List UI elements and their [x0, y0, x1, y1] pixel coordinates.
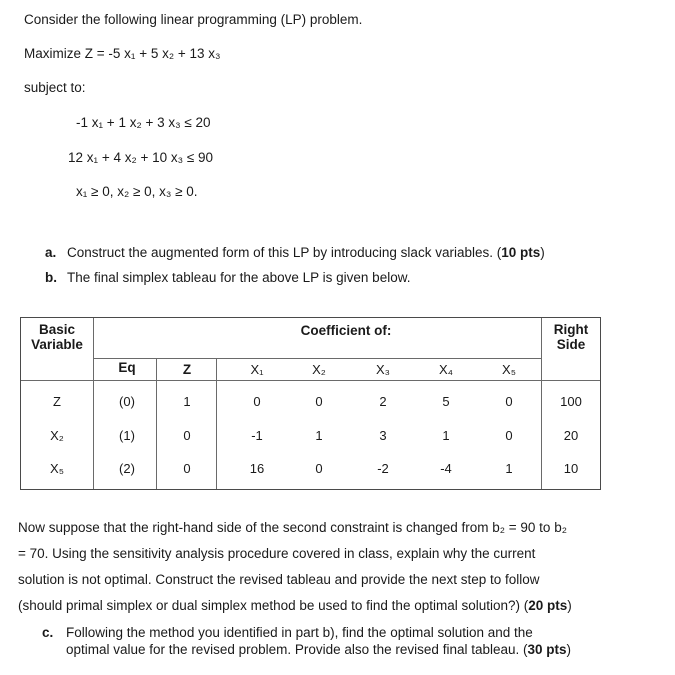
row-0-x5: 0 [505, 394, 513, 409]
question-c-close: ) [566, 642, 572, 657]
row-2-basic: X₅ [50, 461, 64, 476]
row-0-basic: Z [53, 394, 61, 409]
constraint-2: 12 x₁ + 4 x₂ + 10 x₃ ≤ 90 [68, 150, 214, 165]
row-0-x1: 0 [253, 394, 261, 409]
question-b-text: The final simplex tableau for the above LP is given below. [67, 270, 411, 285]
question-a-points: 10 pts [501, 245, 541, 260]
row-1-x2: 1 [315, 428, 323, 443]
paragraph-close: ) [567, 598, 572, 613]
table-divider [93, 358, 541, 359]
paragraph-line-4 [18, 598, 572, 613]
col-header-x3: X₃ [376, 362, 390, 377]
row-0-rhs: 100 [560, 394, 582, 409]
question-c-points: 30 pts [527, 642, 567, 657]
question-b [45, 270, 410, 285]
row-0-eq: (0) [119, 394, 135, 409]
simplex-tableau [20, 317, 601, 490]
objective-function: Maximize Z = -5 x₁ + 5 x₂ + 13 x₃ [24, 46, 221, 61]
row-1-eq: (1) [119, 428, 135, 443]
row-1-x4: 1 [442, 428, 450, 443]
table-divider [93, 318, 94, 489]
constraint-1: -1 x₁ + 1 x₂ + 3 x₃ ≤ 20 [76, 115, 211, 130]
col-header-z: Z [182, 362, 192, 377]
row-1-rhs: 20 [563, 428, 579, 443]
row-2-x3: -2 [377, 461, 389, 476]
row-2-x4: -4 [440, 461, 452, 476]
paragraph-line-2: = 70. Using the sensitivity analysis procedure covered in class, explain why the current [18, 546, 536, 561]
row-0-x3: 2 [379, 394, 387, 409]
paragraph-line-4-text: (should primal simplex or dual simplex method be used to find the optimal solution?) ( [18, 598, 529, 613]
question-a-text: Construct the augmented form of this LP by introducing slack variables. ( [67, 245, 502, 260]
row-1-z: 0 [183, 428, 191, 443]
col-header-x5: X₅ [502, 362, 516, 377]
question-c-line2: optimal value for the revised problem. Provide also the revised final tableau. ( [66, 642, 528, 657]
right-side-header: Right Side [553, 322, 589, 352]
row-2-z: 0 [183, 461, 191, 476]
nonnegativity-constraint: x₁ ≥ 0, x₂ ≥ 0, x₃ ≥ 0. [76, 184, 198, 199]
question-c-line-2 [66, 642, 571, 657]
question-c-label: c. [42, 625, 54, 640]
row-0-x2: 0 [315, 394, 323, 409]
row-1-x3: 3 [379, 428, 387, 443]
paragraph-line-3: solution is not optimal. Construct the revised tableau and provide the next step to follow [18, 572, 540, 587]
row-1-x1: -1 [251, 428, 263, 443]
eq-header: Eq [118, 360, 136, 375]
row-2-eq: (2) [119, 461, 135, 476]
row-1-x5: 0 [505, 428, 513, 443]
subject-to-label: subject to: [24, 80, 86, 95]
paragraph-points: 20 pts [528, 598, 568, 613]
row-0-x4: 5 [442, 394, 450, 409]
row-2-rhs: 10 [563, 461, 579, 476]
question-c-line1: Following the method you identified in part b), find the optimal solution and the [66, 625, 533, 640]
col-header-x4: X₄ [439, 362, 453, 377]
row-2-x2: 0 [315, 461, 323, 476]
table-divider [21, 380, 600, 381]
paragraph-line-1: Now suppose that the right-hand side of the second constraint is changed from b₂ = 90 to b₂ [18, 520, 567, 535]
row-1-basic: X₂ [50, 428, 64, 443]
coefficient-header: Coefficient of: [300, 323, 392, 338]
row-0-z: 1 [183, 394, 191, 409]
question-a-label: a. [45, 245, 57, 260]
question-a-close: ) [540, 245, 545, 260]
basic-variable-header: Basic Variable [31, 322, 83, 352]
row-2-x5: 1 [505, 461, 513, 476]
row-2-x1: 16 [249, 461, 265, 476]
intro-text: Consider the following linear programming (LP) problem. [24, 12, 363, 27]
question-b-label: b. [45, 270, 57, 285]
question-a [45, 245, 545, 260]
col-header-x2: X₂ [312, 362, 326, 377]
question-c [42, 625, 533, 640]
col-header-x1: X₁ [250, 362, 264, 377]
